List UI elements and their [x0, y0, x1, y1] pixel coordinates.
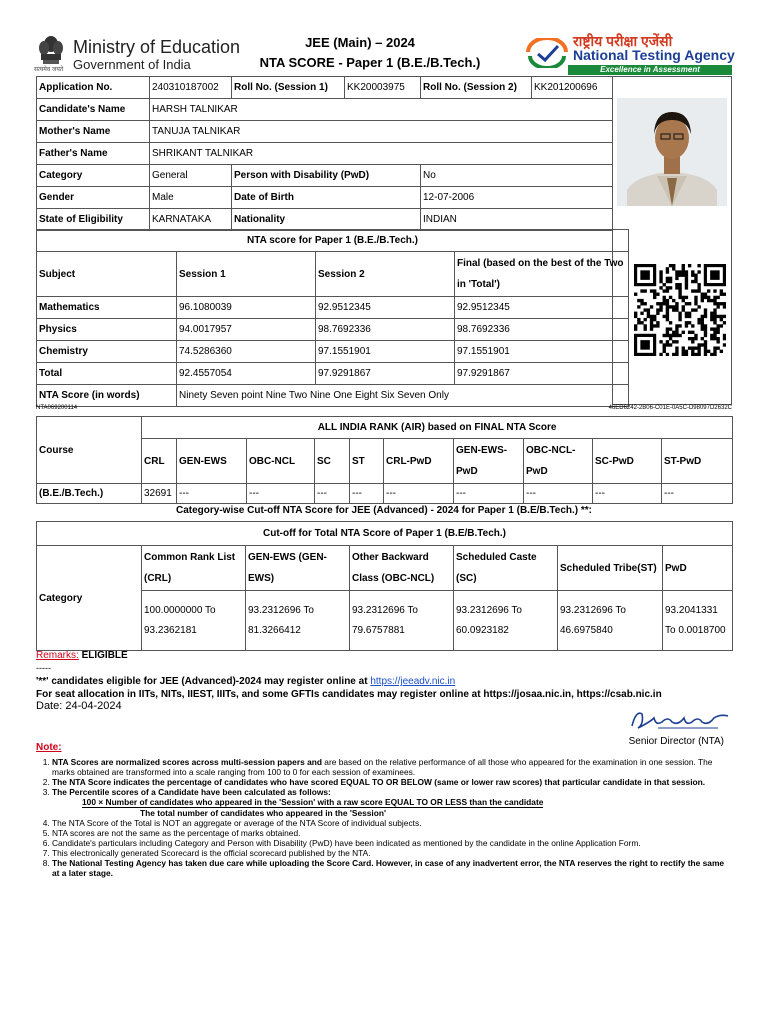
name-label: Candidate's Name [37, 99, 150, 121]
cutoff-category-label: Category [37, 546, 142, 651]
score-row-s2: 92.9512345 [316, 297, 455, 319]
rank-value: --- [524, 484, 593, 504]
rank-table [36, 416, 733, 504]
note-item: 1. NTA Scores are normalized scores across multi-session papers and are based on the relative performance of all those who appeared for the examination in one session. The marks obtained are transformed into a scale ranging from 100 to 0 for each session of examinees. [52, 757, 728, 777]
note-item: 3. The Percentile scores of a Candidate have been calculated as follows: 100 × Number of candidates who appeared in the 'Session' with a raw score EQUAL TO OR LESS than the candidate The total number of candidates who appeared in the 'Session' [52, 787, 728, 818]
rank-value: --- [384, 484, 454, 504]
cutoff-col-header: PwD [663, 546, 733, 591]
notes-list [38, 757, 728, 878]
score-row-subject: Total [37, 363, 177, 385]
course-label: Course [37, 417, 142, 484]
cutoff-col-header: GEN-EWS (GEN-EWS) [246, 546, 350, 591]
adv-text: '**' candidates eligible for JEE (Advanced)-2024 may register online at [36, 676, 368, 687]
remarks-dashes: ----- [36, 663, 51, 673]
pwd-label: Person with Disability (PwD) [232, 165, 421, 187]
signature [628, 704, 732, 736]
rank-value: --- [454, 484, 524, 504]
government-name: Government of India [73, 57, 191, 72]
nta-score-table [36, 229, 629, 407]
remarks-value: ELIGIBLE [81, 650, 128, 661]
title-line-1: JEE (Main) – 2024 [305, 35, 415, 50]
code-right: 46ED6242-2B06-C01E-0A5C-D98097D2632C [608, 405, 732, 411]
roll2-value: KK201200696 [532, 77, 613, 99]
score-row-final: 97.9291867 [455, 363, 629, 385]
rank-col-header: ST-PwD [662, 439, 733, 484]
title-line-2: NTA SCORE - Paper 1 (B.E./B.Tech.) [259, 55, 481, 70]
score-row-final: 98.7692336 [455, 319, 629, 341]
rank-col-header: CRL [142, 439, 177, 484]
note-item: 6. Candidate's particulars including Category and Person with Disability (PwD) have been indicated as mentioned by the candidate in the online Application Form. [52, 838, 728, 848]
note-item: 4. The NTA Score of the Total is NOT an aggregate or average of the NTA Score of individual subjects. [52, 818, 728, 828]
category-value: General [150, 165, 232, 187]
words-label: NTA Score (in words) [37, 385, 177, 407]
col-subject: Subject [37, 252, 177, 297]
rank-col-header: GEN-EWS [177, 439, 247, 484]
jeeadv-link[interactable]: https://jeeadv.nic.in [370, 676, 456, 687]
seat-allocation-text: For seat allocation in IITs, NITs, IIEST, IIITs, and some GFTIs candidates may register online at https://josaa.nic.in, https://csab.nic.in [36, 689, 662, 700]
remarks [36, 650, 128, 661]
cutoff-col-header: Scheduled Caste (SC) [454, 546, 558, 591]
rank-col-header: GEN-EWS-PwD [454, 439, 524, 484]
note-item: 8. The National Testing Agency has taken due care while uploading the Score Card. However, in case of any inadvertent error, the NTA reserves the right to rectify the same at a later stage. [52, 858, 728, 878]
gender-value: Male [150, 187, 232, 209]
rank-value: --- [350, 484, 384, 504]
nta-hindi: राष्ट्रीय परीक्षा एजेंसी [573, 33, 673, 49]
father-value: SHRIKANT TALNIKAR [150, 143, 613, 165]
qr-code [634, 264, 726, 356]
rank-col-header: SC [315, 439, 350, 484]
col-session2: Session 2 [316, 252, 455, 297]
candidate-details-table [36, 76, 613, 231]
roll1-label: Roll No. (Session 1) [232, 77, 345, 99]
cutoff-value: 93.2041331 To 0.0018700 [663, 591, 733, 651]
rank-col-header: OBC-NCL [247, 439, 315, 484]
note-item: 5. NTA scores are not the same as the percentage of marks obtained. [52, 828, 728, 838]
app-no-label: Application No. [37, 77, 150, 99]
score-row-s1: 74.5286360 [177, 341, 316, 363]
rank-col-header: ST [350, 439, 384, 484]
nta-tagline: Excellence in Assessment [568, 65, 732, 75]
score-row-subject: Physics [37, 319, 177, 341]
words-value: Ninety Seven point Nine Two Nine One Eight Six Seven Only [177, 385, 629, 407]
rank-col-header: OBC-NCL-PwD [524, 439, 593, 484]
rank-value: --- [247, 484, 315, 504]
mother-value: TANUJA TALNIKAR [150, 121, 613, 143]
father-label: Father's Name [37, 143, 150, 165]
nationality-value: INDIAN [421, 209, 613, 231]
score-row-s1: 92.4557054 [177, 363, 316, 385]
cutoff-value: 100.0000000 To 93.2362181 [142, 591, 246, 651]
emblem-caption: सत्यमेव जयते [34, 67, 64, 73]
candidate-photo [617, 98, 727, 206]
remarks-label: Remarks: [36, 650, 79, 661]
signatory-title: Senior Director (NTA) [628, 736, 724, 747]
app-no-value: 240310187002 [150, 77, 232, 99]
rank-value: --- [177, 484, 247, 504]
percentile-numerator: 100 × Number of candidates who appeared in the 'Session' with a raw score EQUAL TO OR LESS than the candidate [82, 797, 544, 807]
adv-register-text [36, 676, 455, 687]
col-session1: Session 1 [177, 252, 316, 297]
cutoff-col-header: Scheduled Tribe(ST) [558, 546, 663, 591]
score-row-s1: 94.0017957 [177, 319, 316, 341]
note-item: 2. The NTA Score indicates the percentage of candidates who have scored EQUAL TO OR BELOW (same or lower raw scores) that particular candidate in that session. [52, 777, 728, 787]
nationality-label: Nationality [232, 209, 421, 231]
score-title: NTA score for Paper 1 (B.E./B.Tech.) [37, 230, 629, 252]
nta-english: National Testing Agency [573, 47, 735, 63]
ministry-name: Ministry of Education [73, 37, 241, 57]
name-value: HARSH TALNIKAR [150, 99, 613, 121]
rank-title: ALL INDIA RANK (AIR) based on FINAL NTA Score [142, 417, 733, 439]
cutoff-title: Cut-off for Total NTA Score of Paper 1 (B.E/B.Tech.) [37, 522, 733, 546]
score-row-s2: 98.7692336 [316, 319, 455, 341]
rank-col-header: SC-PwD [593, 439, 662, 484]
rank-value: --- [593, 484, 662, 504]
score-row-subject: Chemistry [37, 341, 177, 363]
gender-label: Gender [37, 187, 150, 209]
score-row-s2: 97.1551901 [316, 341, 455, 363]
roll1-value: KK20003975 [345, 77, 421, 99]
cutoff-value: 93.2312696 To 60.0923182 [454, 591, 558, 651]
code-left: NTA069200114 [36, 405, 78, 411]
dob-value: 12-07-2006 [421, 187, 613, 209]
col-final: Final (based on the best of the Two in 'Total') [455, 252, 629, 297]
percentile-denominator: The total number of candidates who appeared in the 'Session' [140, 808, 386, 818]
cutoff-col-header: Common Rank List (CRL) [142, 546, 246, 591]
cutoff-value: 93.2312696 To 81.3266412 [246, 591, 350, 651]
state-value: KARNATAKA [150, 209, 232, 231]
issue-date: Date: 24-04-2024 [36, 700, 122, 712]
score-row-s1: 96.1080039 [177, 297, 316, 319]
category-label: Category [37, 165, 150, 187]
rank-value: 32691 [142, 484, 177, 504]
rank-value: --- [662, 484, 733, 504]
rank-value: --- [315, 484, 350, 504]
dob-label: Date of Birth [232, 187, 421, 209]
cutoff-value: 93.2312696 To 46.6975840 [558, 591, 663, 651]
cutoff-caption: Category-wise Cut-off NTA Score for JEE (Advanced) - 2024 for Paper 1 (B.E/B.Tech.) **: [175, 505, 592, 516]
cutoff-col-header: Other Backward Class (OBC-NCL) [350, 546, 454, 591]
score-row-subject: Mathematics [37, 297, 177, 319]
state-label: State of Eligibility [37, 209, 150, 231]
score-row-final: 97.1551901 [455, 341, 629, 363]
note-item: 7. This electronically generated Scorecard is the official scorecard published by the NTA. [52, 848, 728, 858]
course-value: (B.E./B.Tech.) [37, 484, 142, 504]
pwd-value: No [421, 165, 613, 187]
mother-label: Mother's Name [37, 121, 150, 143]
cutoff-value: 93.2312696 To 79.6757881 [350, 591, 454, 651]
note-title: Note: [36, 742, 62, 753]
score-row-final: 92.9512345 [455, 297, 629, 319]
cutoff-table [36, 521, 733, 651]
roll2-label: Roll No. (Session 2) [421, 77, 532, 99]
score-row-s2: 97.9291867 [316, 363, 455, 385]
rank-col-header: CRL-PwD [384, 439, 454, 484]
nta-logo-icon [526, 38, 568, 68]
